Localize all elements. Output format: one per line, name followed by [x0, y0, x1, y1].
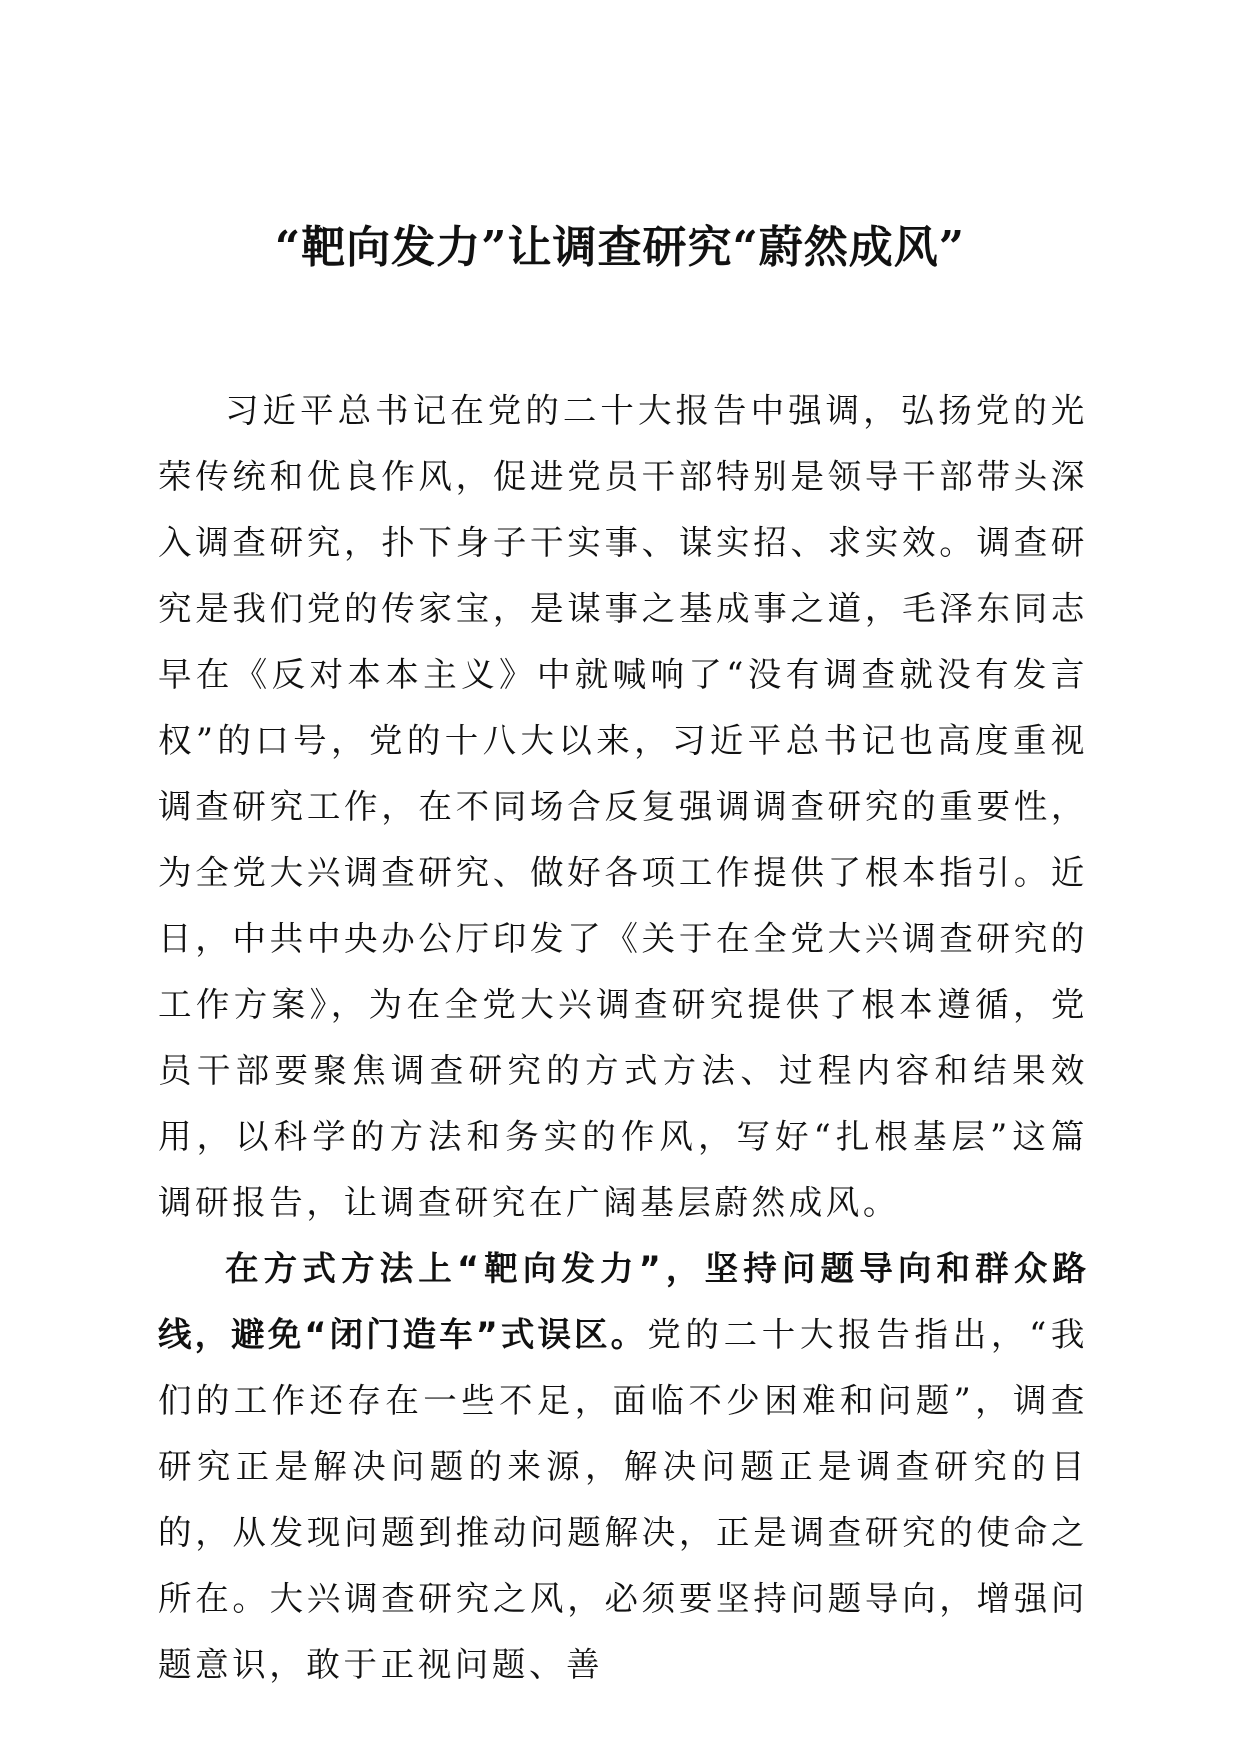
document-body — [158, 378, 1088, 1698]
paragraph-lead: 在方式方法上“靶向发力”，坚持问题导向和群众路线，避免“闭门造车”式误区。 — [158, 1249, 1088, 1354]
paragraph-text: 党的二十大报告指出，“我们的工作还存在一些不足，面临不少困难和问题”，调查研究正是解决问题的来源，解决问题正是调查研究的目的，从发现问题到推动问题解决，正是调查研究的使命之所在。大兴调查研究之风，必须要坚持问题导向，增强问题意识，敢于正视问题、善 — [158, 1315, 1088, 1684]
paragraph-intro — [158, 378, 1088, 1236]
document-title: “靶向发力”让调查研究“蔚然成风” — [274, 222, 966, 273]
paragraph-method — [158, 1236, 1088, 1698]
paragraph-text: 习近平总书记在党的二十大报告中强调，弘扬党的光荣传统和优良作风，促进党员干部特别是领导干部带头深入调查研究，扑下身子干实事、谋实招、求实效。调查研究是我们党的传家宝，是谋事之基成事之道，毛泽东同志早在《反对本本主义》中就喊响了“没有调查就没有发言权”的口号，党的十八大以来，习近平总书记也高度重视调查研究工作，在不同场合反复强调调查研究的重要性，为全党大兴调查研究、做好各项工作提供了根本指引。近日，中共中央办公厅印发了《关于在全党大兴调查研究的工作方案》，为在全党大兴调查研究提供了根本遵循，党员干部要聚焦调查研究的方式方法、过程内容和结果效用，以科学的方法和务实的作风，写好“扎根基层”这篇调研报告，让调查研究在广阔基层蔚然成风。 — [158, 391, 1088, 1222]
